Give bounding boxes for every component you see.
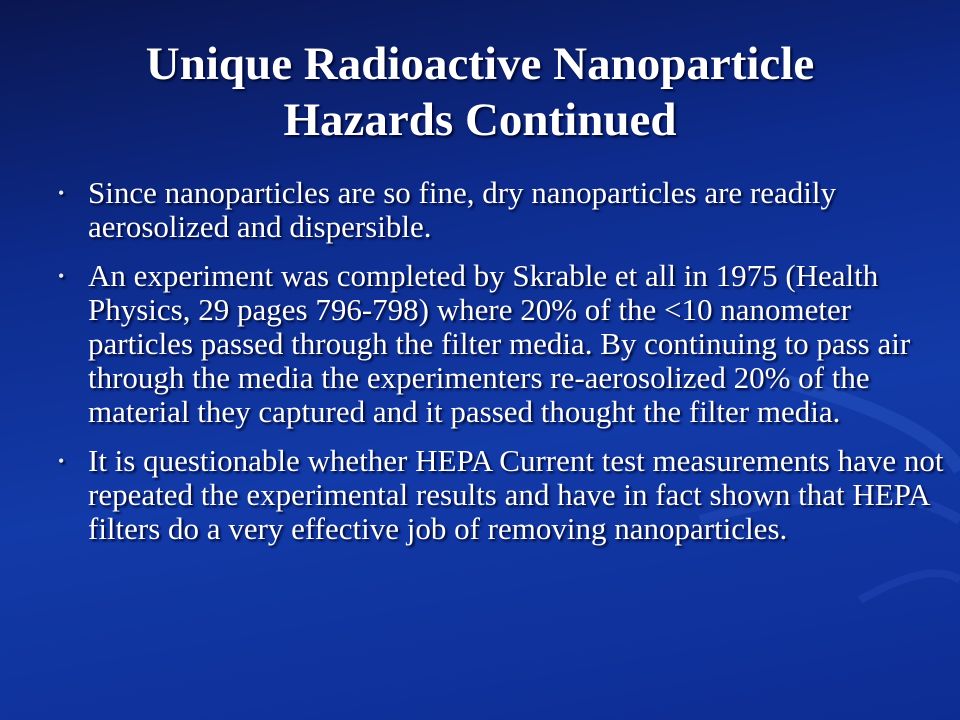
bullet-dot-icon: • xyxy=(58,183,65,203)
bullet-item xyxy=(56,176,946,244)
bullet-text: It is questionable whether HEPA Current test measurements have not repeated the experimental results and have in fact shown that HEPA filters do a very effective job of removing nanoparticles. xyxy=(88,443,944,546)
bullet-list xyxy=(56,176,946,561)
bullet-text: An experiment was completed by Skrable et all in 1975 (Health Physics, 29 pages 796-798) where 20% of the <10 nanometer particles passed through the filter media. By continuing to pass air through the media the experimenters re-aerosolized 20% of the material they captured and it passed thought the filter media. xyxy=(88,258,911,429)
slide-title xyxy=(40,36,920,148)
bullet-dot-icon: • xyxy=(58,451,65,471)
bullet-dot-icon: • xyxy=(58,266,65,286)
bullet-text: Since nanoparticles are so fine, dry nanoparticles are readily aerosolized and dispersible. xyxy=(88,175,836,244)
bullet-item xyxy=(56,259,946,429)
bullet-item xyxy=(56,444,946,546)
slide-title-line-1: Unique Radioactive Nanoparticle xyxy=(145,38,815,90)
slide-title-line-2: Hazards Continued xyxy=(283,94,677,146)
